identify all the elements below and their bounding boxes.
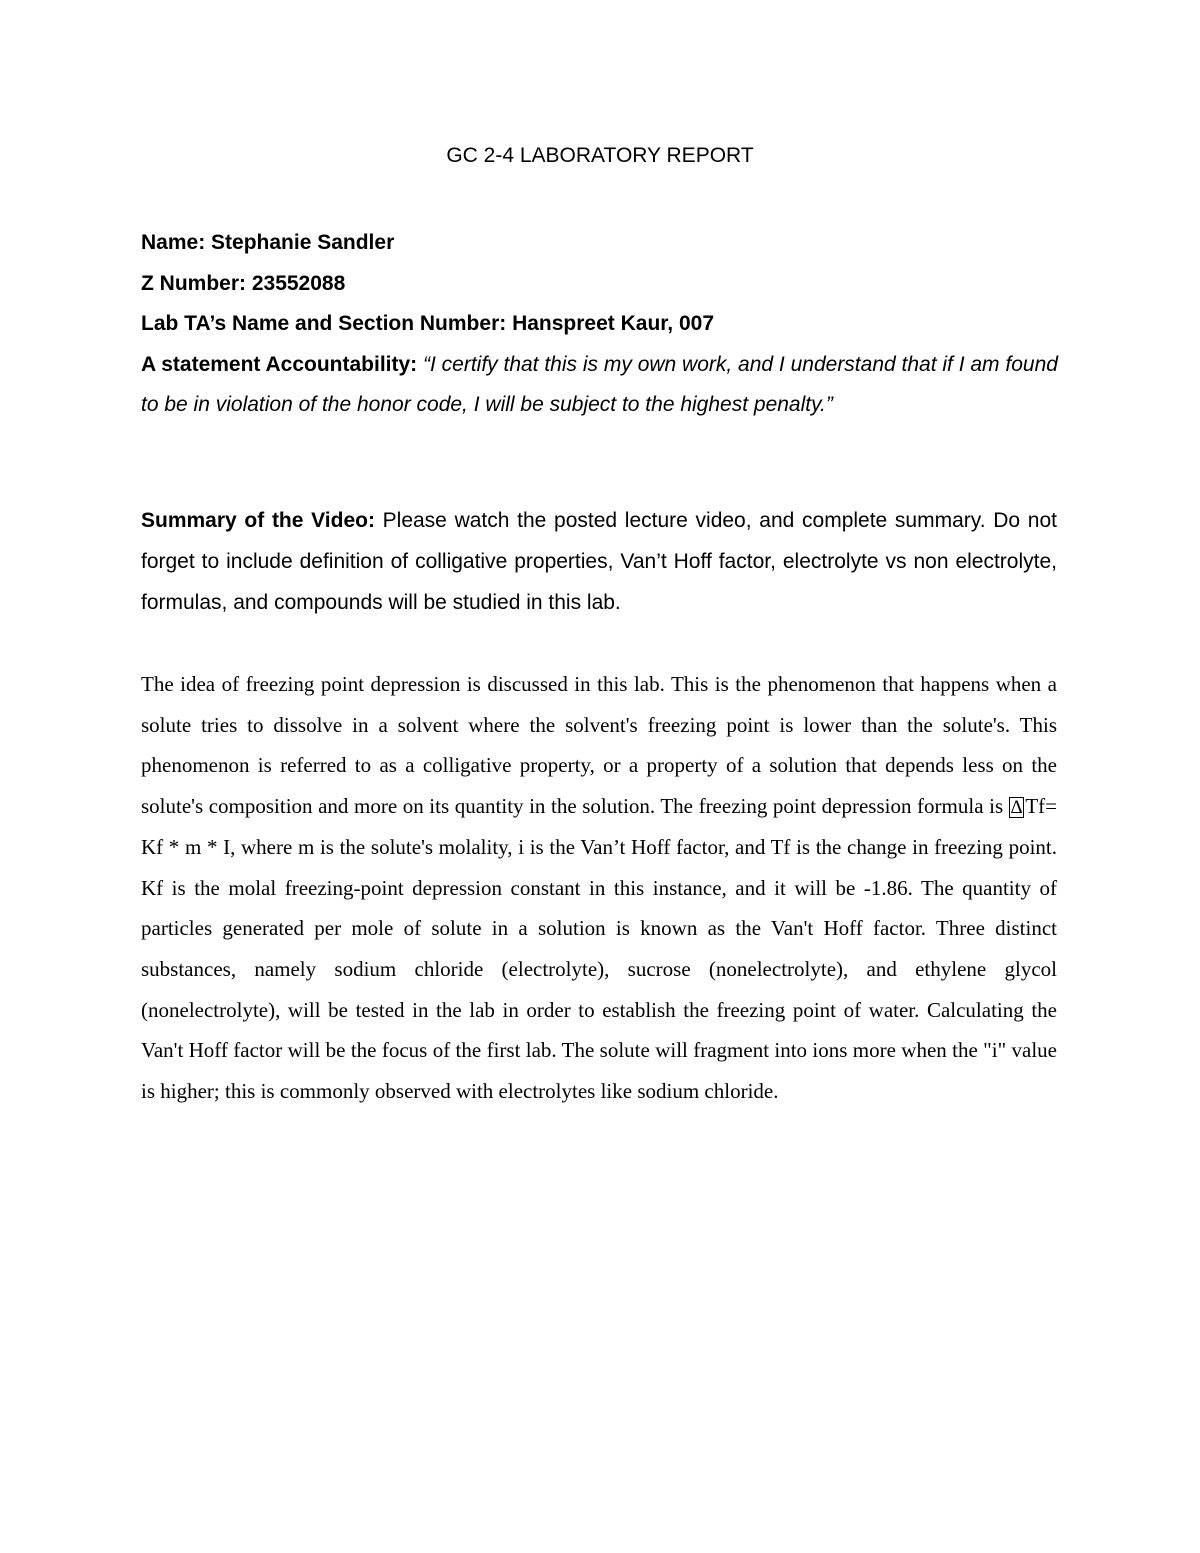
summary-paragraph xyxy=(141,500,1057,623)
report-title: GC 2-4 LABORATORY REPORT xyxy=(446,144,754,167)
z-number-line xyxy=(141,264,1061,305)
lab-ta-line xyxy=(141,304,1061,345)
summary-text: Please watch the posted lecture video, and complete summary. Do not forget to include definition of colligative properties, Van’t Hoff factor, electrolyte vs non electrolyte, formulas, and compounds will be studied in this lab. xyxy=(141,509,1057,614)
body-text-part1: The idea of freezing point depression is discussed in this lab. This is the phenomenon that happens when a solute tries to dissolve in a solvent where the solvent's freezing point is lower than the solute's. This phenomenon is referred to as a colligative property, or a property of a solution that depends less on the solute's composition and more on its quantity in the solution. The freezing point depression formula is xyxy=(141,672,1057,819)
delta-symbol: ∆ xyxy=(1010,797,1023,819)
z-number-value: 23552088 xyxy=(251,271,346,295)
lab-ta-label: Lab TA’s Name and Section Number: xyxy=(141,312,513,335)
accountability-quote: “I certify that this is my own work, and I understand that if I am found to be in violation of the honor code, I will be subject to the highest penalty.” xyxy=(141,352,1058,416)
accountability-label: A statement Accountability: xyxy=(141,352,423,376)
student-info-block xyxy=(141,223,1061,426)
name-value: Stephanie Sandler xyxy=(211,231,395,254)
accountability-statement xyxy=(141,345,1061,426)
name-line xyxy=(141,223,1061,264)
body-paragraph xyxy=(141,664,1057,1112)
summary-label: Summary of the Video: xyxy=(141,509,383,532)
z-number-label: Z Number: xyxy=(141,271,252,295)
name-label: Name: xyxy=(141,231,212,254)
body-text-part2: Tf= Kf * m * I, where m is the solute's molality, i is the Van’t Hoff factor, and Tf is the change in freezing point. Kf is the molal freezing-point depression constant in this instance, and it will be -1.86. The quantity of particles generated per mole of solute in a solution is known as the Van't Hoff factor. Three distinct substances, namely sodium chloride (electrolyte), sucrose (nonelectrolyte), and ethylene glycol (nonelectrolyte), will be tested in the lab in order to establish the freezing point of water. Calculating the Van't Hoff factor will be the focus of the first lab. The solute will fragment into ions more when the "i" value is higher; this is commonly observed with electrolytes like sodium chloride. xyxy=(141,794,1057,1104)
lab-ta-value: Hanspreet Kaur, 007 xyxy=(512,312,715,335)
